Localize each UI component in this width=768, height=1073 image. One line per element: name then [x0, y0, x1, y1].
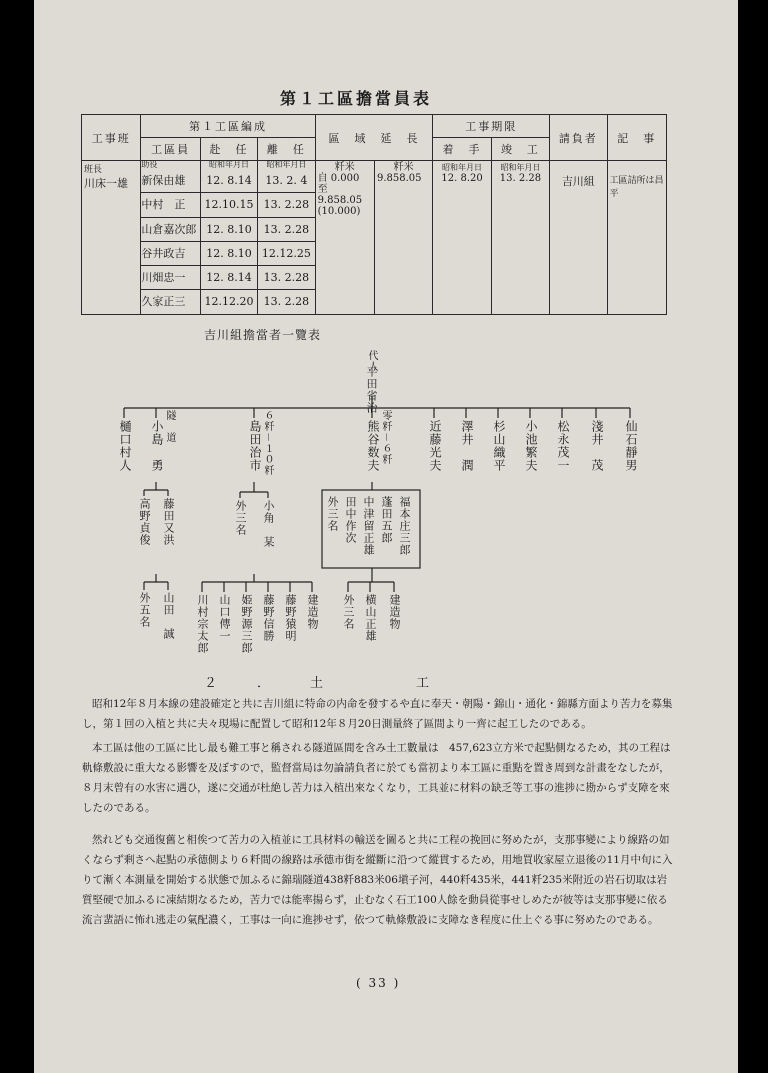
staff-left-date: 12.12.25 — [258, 241, 314, 265]
staff-name: 山倉嘉次郎 — [141, 217, 199, 241]
header-finish: 竣 工 — [491, 138, 549, 161]
org-subteam-member: 福本庄三郎 — [398, 496, 411, 556]
length-to: 至 9.858.05 — [317, 184, 363, 206]
staff-appointed-date: 12.12.20 — [201, 289, 257, 313]
org-subteam-member: 外三名 — [326, 496, 339, 532]
length-total-unit: 粁米 — [393, 162, 414, 173]
staff-appointed-date: 12. 8.14 — [201, 265, 257, 289]
header-left: 離 任 — [258, 138, 315, 161]
page-number: ( 33 ) — [356, 976, 401, 990]
staff-left-date: 13. 2.28 — [258, 289, 314, 313]
org-subteam-member: 藤田又洪 — [162, 498, 175, 546]
org-subteam-member: 建造物 — [306, 594, 319, 630]
page-title: 第１工區擔當員表 — [280, 89, 433, 108]
staff-appointed-date: 12. 8.10 — [201, 217, 257, 241]
header-notes: 記 事 — [607, 115, 667, 161]
staff-left-date: 13. 2. 4 — [265, 174, 308, 187]
org-subteam-member: 藤野猿明 — [284, 594, 297, 642]
org-subteam-member: 中津留正雄 — [362, 496, 375, 556]
length-from: 自 0.000 — [317, 173, 360, 184]
org-subteam-member: 建造物 — [388, 594, 401, 630]
header-period: 工事期限 — [433, 115, 550, 138]
org-subteam-member: 外三名 — [234, 500, 247, 536]
staff-appointed-date: 12. 8.10 — [201, 241, 257, 265]
org-subteam-member: 川村宗太郎 — [196, 594, 209, 654]
org-member: 小池繁夫 — [524, 420, 538, 472]
header-start: 着 手 — [433, 138, 491, 161]
left-era: 昭和年月日 — [266, 160, 307, 169]
org-member: 近藤光夫 — [428, 420, 442, 472]
header-group: 第１工區編成 — [141, 115, 315, 138]
staff-appointed-date: 12.10.15 — [201, 192, 257, 216]
staff-name: 久家正三 — [141, 289, 199, 313]
staff-left-date: 13. 2.28 — [258, 192, 314, 216]
staff-left-date: 13. 2.28 — [258, 265, 314, 289]
finish-era: 昭和年月日 — [500, 163, 541, 172]
start-date: 12. 8.20 — [441, 173, 483, 184]
section-role: 班長 — [84, 165, 103, 175]
staff-name: 谷井政吉 — [141, 241, 199, 265]
appointed-era: 昭和年月日 — [208, 160, 249, 169]
notes-cell: 工區詰所は昌平 — [607, 161, 667, 315]
section-head: 川床一雄 — [84, 177, 128, 190]
staff-left-date: 13. 2.28 — [258, 217, 314, 241]
paragraph-2: 本工區は他の工區に比し最も難工事と稱される隧道區間を含み土工數量は 457,623立方米で起點側なるため，其の工程は軌條敷設に重大なる影響を及ぼすので，監督當局は勿論請負者に於ても當初より本工區に重點を置き周到な計畫をなしたが，８月末曾有の水害に遇ひ，遂に交通が杜絶し苦力は入植出來なくなり，工具並に材料の缺乏等工事の進捗に勘からず支障を來したのである。 — [82, 742, 671, 814]
org-member: 杉山織平 — [492, 420, 506, 472]
org-subteam-member: 高野貞俊 — [138, 498, 151, 546]
staff-name: 新保由雄 — [141, 174, 186, 187]
org-subteam-member: 蓬田五郎 — [380, 496, 393, 544]
length-total: 9.858.05 — [376, 173, 422, 184]
document-page — [34, 0, 738, 1073]
org-subteam-member: 外五名 — [138, 592, 151, 628]
org-chart-title: 吉川組擔當者一覽表 — [204, 328, 322, 342]
org-root-name: 平田省治 — [365, 366, 378, 414]
header-staff: 工區員 — [141, 138, 200, 161]
org-member: 淺井 茂 — [590, 420, 604, 472]
header-appointed: 赴 任 — [200, 138, 257, 161]
length-alt: (10.000) — [317, 206, 361, 217]
org-subteam-member: 横山正雄 — [364, 594, 377, 642]
org-subteam-member: 田中作次 — [344, 496, 357, 544]
org-member: 澤井 潤 — [460, 420, 474, 472]
org-member: 島田治市 — [248, 420, 262, 472]
org-member: 小島 勇 — [150, 420, 164, 472]
org-subteam-member: 姫野源三郎 — [240, 594, 253, 654]
finish-date: 13. 2.28 — [499, 173, 542, 184]
paragraph-1: 昭和12年８月本線の建設確定と共に吉川組に特命の内命を發するや直に奉天・朝陽・錦山・通化・錦縣方面より苦力を募集し，第１回の入植と共に夫々現場に配置して昭和12年８月20日測量終了區間より一齊に起工したのである。 — [82, 698, 673, 730]
header-contractor: 請負者 — [550, 115, 607, 161]
section-heading: ２．土 工 — [204, 676, 470, 691]
org-root-role: 代人 — [366, 350, 377, 372]
staff-name: 中村 正 — [141, 192, 199, 216]
staff-appointed-date: 12. 8.14 — [206, 174, 252, 187]
start-era: 昭和年月日 — [442, 163, 483, 172]
length-unit: 粁米 — [334, 162, 355, 173]
org-member: 仙石靜男 — [624, 420, 638, 472]
header-length: 區 域 延 長 — [315, 115, 433, 161]
org-member: 松永茂一 — [556, 420, 570, 472]
org-subteam-member: 小角 某 — [262, 500, 275, 548]
org-member: 樋口村人 — [118, 420, 132, 472]
org-member-note: 隧 道 — [164, 410, 175, 443]
staff-note: 助役 — [141, 160, 158, 169]
org-member: 熊谷数夫 — [366, 420, 380, 472]
org-subteam-member: 外三名 — [342, 594, 355, 630]
org-subteam-member: 藤野信勝 — [262, 594, 275, 642]
staff-name: 川畑忠一 — [141, 265, 199, 289]
header-section: 工事班 — [82, 115, 141, 161]
contractor-cell: 吉川組 — [550, 161, 607, 315]
org-subteam-member: 山田 誠 — [162, 592, 175, 640]
org-member-note: 零粁－６粁 — [380, 410, 391, 465]
paragraph-3: 然れども交通復舊と相俟つて苦力の入植並に工具材料の輸送を圖ると共に工程の挽回に努めたが，支那事變により線路の如くならず剩さへ起點の承德側より６粁間の線路は承德市街を縱斷に沿つて縱貫するため，用地買收家屋立退後の11月中旬に入りて漸く本測量を開始する狀態で加ふるに錦瑞隧道438粁883米06塡子河，440粁435米，441粁235米附近の岩石切取は岩質堅硬で加ふるに凍結期なるため，苦力では能率揚らず，止むなく石工100人餘を動員從事せしめたが彼等は支那事變に依る流言蜚語に怖れ逃走の氣配濃く，工事は一向に進捗せず，依つて軌條敷設に支障なき程度に仕上ぐる事に努めたのである。 — [82, 834, 673, 926]
org-subteam-member: 山口傳一 — [218, 594, 231, 642]
org-member-note: ６粁－１０粁 — [262, 410, 273, 476]
